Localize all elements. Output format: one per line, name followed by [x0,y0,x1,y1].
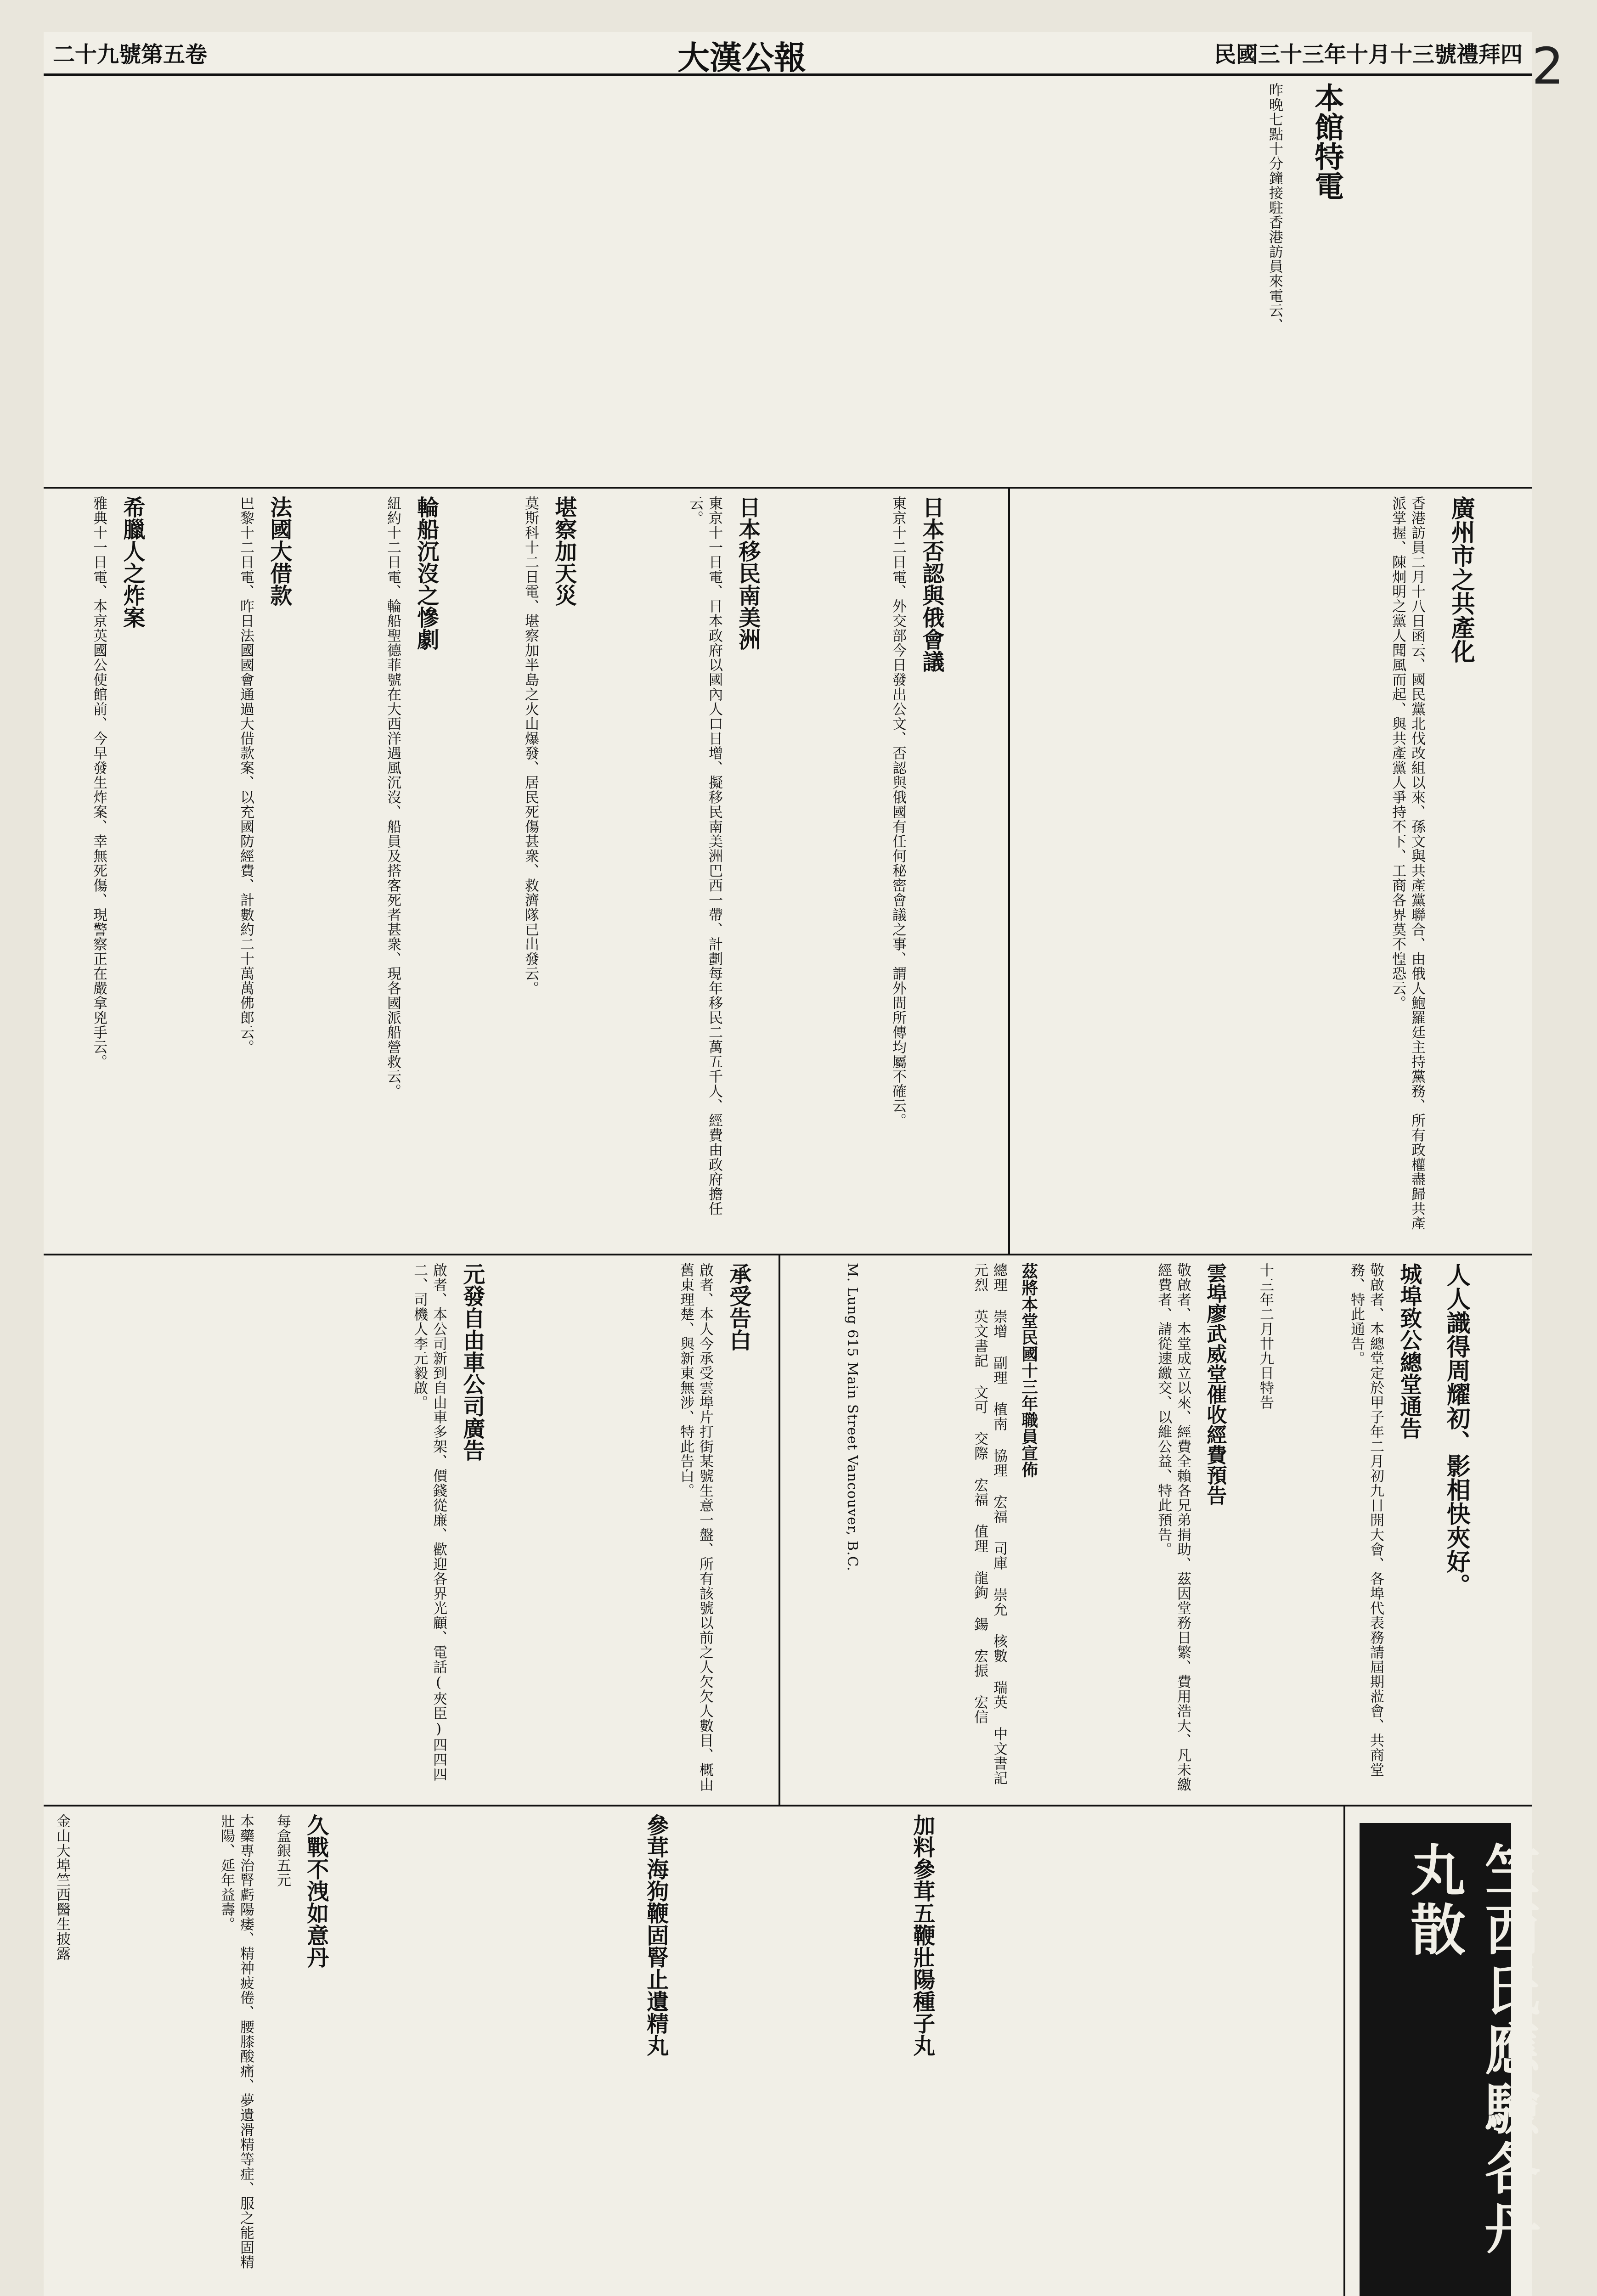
section-heading: 堪察加天災 [551,496,577,606]
divider [1343,1805,1345,2296]
section-body: 敬啟者、本堂成立以來、經費全賴各兄弟捐助、茲因堂務日繁、費用浩大、凡未繳經費者、請從速繳交、以維公益、特此預告。 [1155,1263,1191,1792]
section-heading: 承受告白 [725,1263,751,1351]
section-heading: 城埠致公總堂通告 [1396,1263,1422,1439]
newspaper-title: 大漢公報 [677,39,806,77]
section-body: 啟者、本人今承受雲埠片打街某號生意一盤、所有該號以前之人欠欠人數目、概由舊東理楚、與新東無涉、特此告白。 [677,1263,713,1792]
section-heading: 廣州市之共產化 [1447,496,1475,663]
divider [44,487,1532,489]
masthead [44,32,1564,96]
notice-date: 十三年二月廿九日特告 [1257,1263,1274,1410]
ad-box-label: 竺西氏應驗各丹丸散 [1401,1841,1541,2259]
section-heading: 加料參茸五鞭壯陽種子丸 [909,1814,935,2056]
section-body: 莫斯科十二日電、堪察加半島之火山爆發、居民死傷甚衆、救濟隊已出發云。 [522,496,539,996]
section-body: 雅典十一日電、本京英國公使館前、今早發生炸案、幸無死傷、現警察正在嚴拿兇手云。 [90,496,107,1069]
ad-box [1360,1823,1541,2296]
divider [779,1254,780,1805]
section-heading: 本館特電 [1309,83,1344,200]
address: M. Lung 615 Main Street Vancouver, B.C. [844,1263,860,1572]
section-heading: 元發自由車公司廣告 [459,1263,485,1461]
newspaper-page [44,32,1564,2296]
section-body: 敬啟者、本總堂定於甲子年二月初九日開大會、各埠代表務請屆期蒞會、共商堂務、特此通告。 [1348,1263,1384,1777]
section-heading: 日本否認與俄會議 [918,496,944,672]
section-body: 紐約十二日電、輪船聖德菲號在大西洋遇風沉沒、船員及搭客死者甚衆、現各國派船營救云。 [384,496,401,1098]
section-heading: 茲將本堂民國十三年職員宣佈 [1019,1263,1038,1478]
footer: 金山大埠竺西醫生披露 [54,1814,70,1961]
section-body: 本藥專治腎虧陽痿、精神疲倦、腰膝酸痛、夢遺滑精等症、服之能固精壯陽、延年益壽。 [218,1814,254,2269]
divider [44,1805,1532,1806]
section-heading: 日本移民南美洲 [734,496,761,650]
section-heading: 希臘人之炸案 [119,496,145,628]
issue-number: 二十九號第五卷 [53,42,208,68]
section-body: 東京十二日電、外交部今日發出公文、否認與俄國有任何秘密會議之事、謂外間所傳均屬不確云。 [890,496,906,1128]
divider [1008,487,1010,1254]
section-heading: 參茸海狗鞭固腎止遺精丸 [643,1814,669,2056]
masthead-date: 民國三十三年十月十三號禮拜四 [1213,42,1523,68]
section-body: 東京十一日電、日本政府以國內人口日增、擬移民南美洲巴西一帶、計劃每年移民二萬五千人、經費由政府擔任云。 [687,496,722,1216]
divider [44,1254,1532,1255]
section-body: 昨晚七點十分鐘接駐香港訪員來電云、 [1266,83,1283,332]
section-body: 香港訪員二月十八日函云、國民黨北伐改組以來、孫文與共產黨聯合、由俄人鮑羅廷主持黨務、所有政權盡歸共產派掌握、陳炯明之黨人聞風而起、與共產黨人爭持不下、工商各界莫不惶恐云。 [1389,496,1425,1231]
section-body: 總理 崇增 副理 植南 協理 宏福 司庫 崇允 核數 瑞英 中文書記 元烈 英文書記 文可 交際 宏福 值理 龍鉤 鍚 宏振 宏信 [971,1263,1007,1785]
price: 每盒銀五元 [274,1814,291,1887]
page-number: 2 [1532,37,1564,96]
section-heading: 久戰不洩如意丹 [303,1814,329,1968]
section-body: 啟者、本公司新到自由車多架、價錢從廉、歡迎各界光顧、電話(夾臣)四四四二、司機人李元毅啟。 [411,1263,447,1782]
section-body: 巴黎十二日電、昨日法國國會通過大借款案、以充國防經費、計數約二十萬萬佛郎云。 [237,496,254,1054]
slogan: 人人識得周耀初、影相快夾好。 [1442,1263,1471,1597]
section-heading: 雲埠廖武威堂催收經費預告 [1203,1263,1227,1505]
section-heading: 法國大借款 [266,496,292,606]
section-heading: 輪船沉沒之慘劇 [413,496,439,650]
